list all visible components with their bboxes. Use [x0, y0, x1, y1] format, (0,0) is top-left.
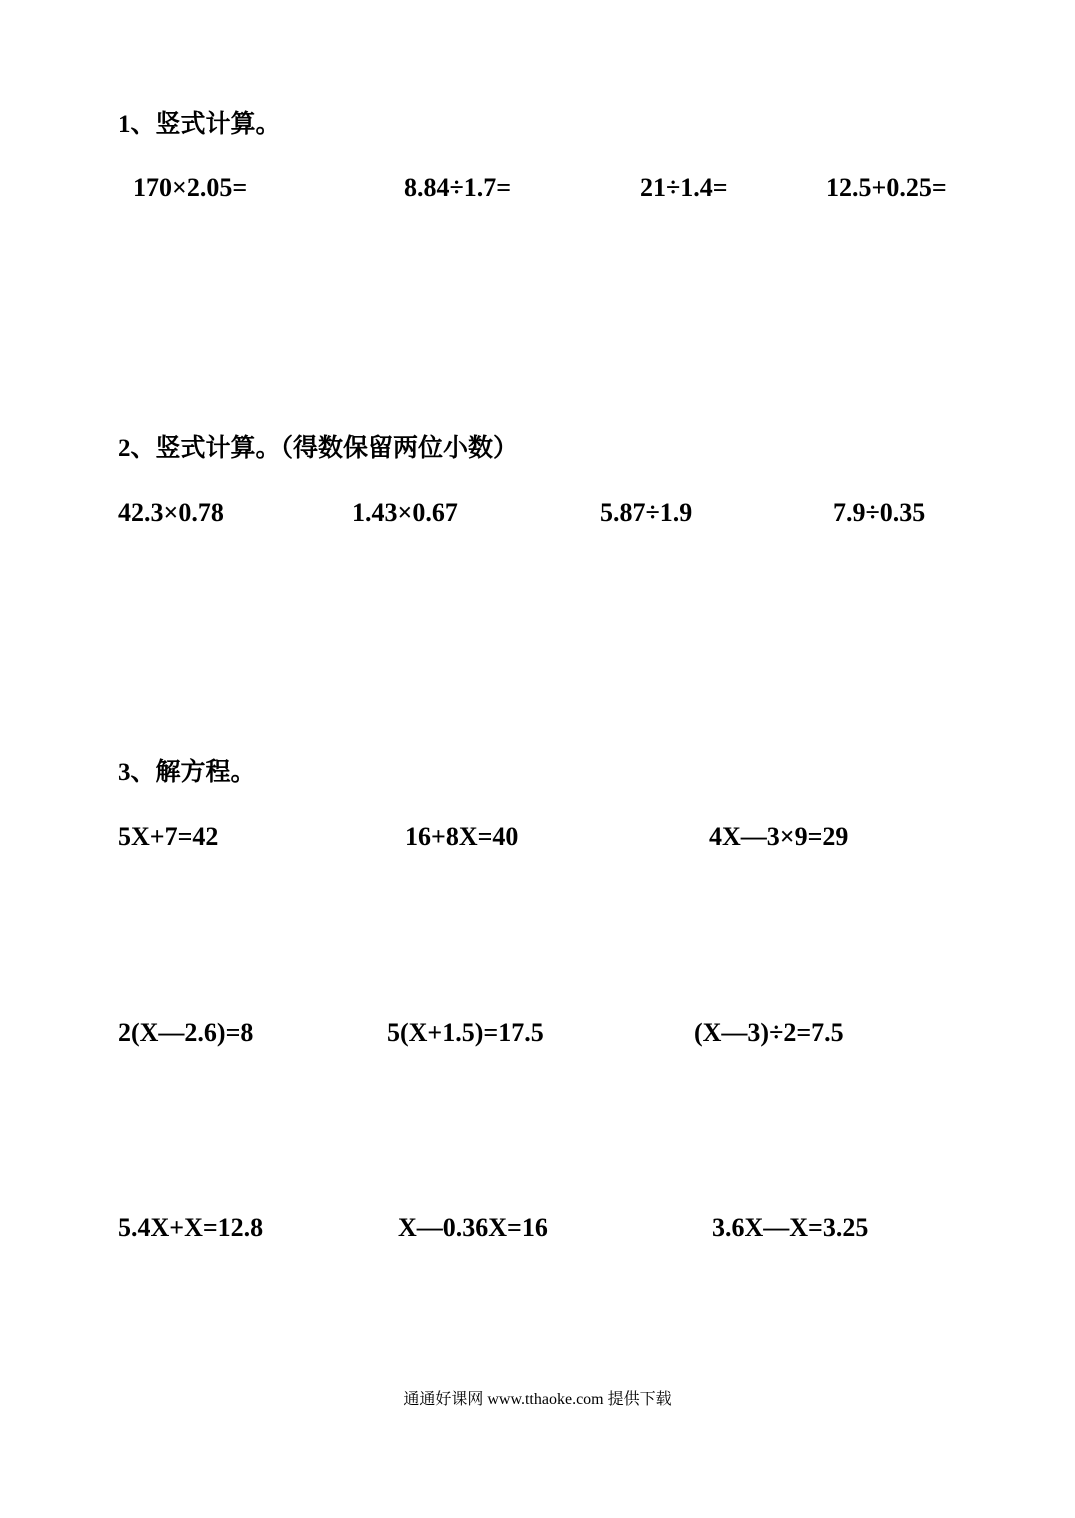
problem-2-1: 42.3×0.78 [118, 498, 224, 527]
section-1-heading: 1、竖式计算。 [118, 111, 281, 138]
equation-3-2: X—0.36X=16 [398, 1213, 548, 1242]
section-3-heading: 3、解方程。 [118, 759, 256, 786]
problem-1-4: 12.5+0.25= [826, 173, 947, 202]
equation-1-3: 4X—3×9=29 [709, 822, 849, 851]
section-2-heading: 2、竖式计算。（得数保留两位小数） [118, 435, 519, 462]
equation-3-1: 5.4X+X=12.8 [118, 1213, 264, 1242]
problem-1-2: 8.84÷1.7= [404, 173, 512, 202]
problem-2-2: 1.43×0.67 [352, 498, 458, 527]
equation-3-3: 3.6X—X=3.25 [712, 1213, 869, 1242]
equation-1-1: 5X+7=42 [118, 822, 219, 851]
equation-1-2: 16+8X=40 [405, 822, 519, 851]
equation-2-2: 5(X+1.5)=17.5 [387, 1018, 544, 1047]
problem-1-1: 170×2.05= [133, 173, 248, 202]
problem-1-3: 21÷1.4= [640, 173, 728, 202]
equation-2-3: (X—3)÷2=7.5 [694, 1018, 844, 1047]
problem-2-3: 5.87÷1.9 [600, 498, 693, 527]
equation-2-1: 2(X—2.6)=8 [118, 1018, 254, 1047]
problem-2-4: 7.9÷0.35 [833, 498, 926, 527]
footer-credit: 通通好课网 www.tthaoke.com 提供下载 [403, 1391, 672, 1408]
